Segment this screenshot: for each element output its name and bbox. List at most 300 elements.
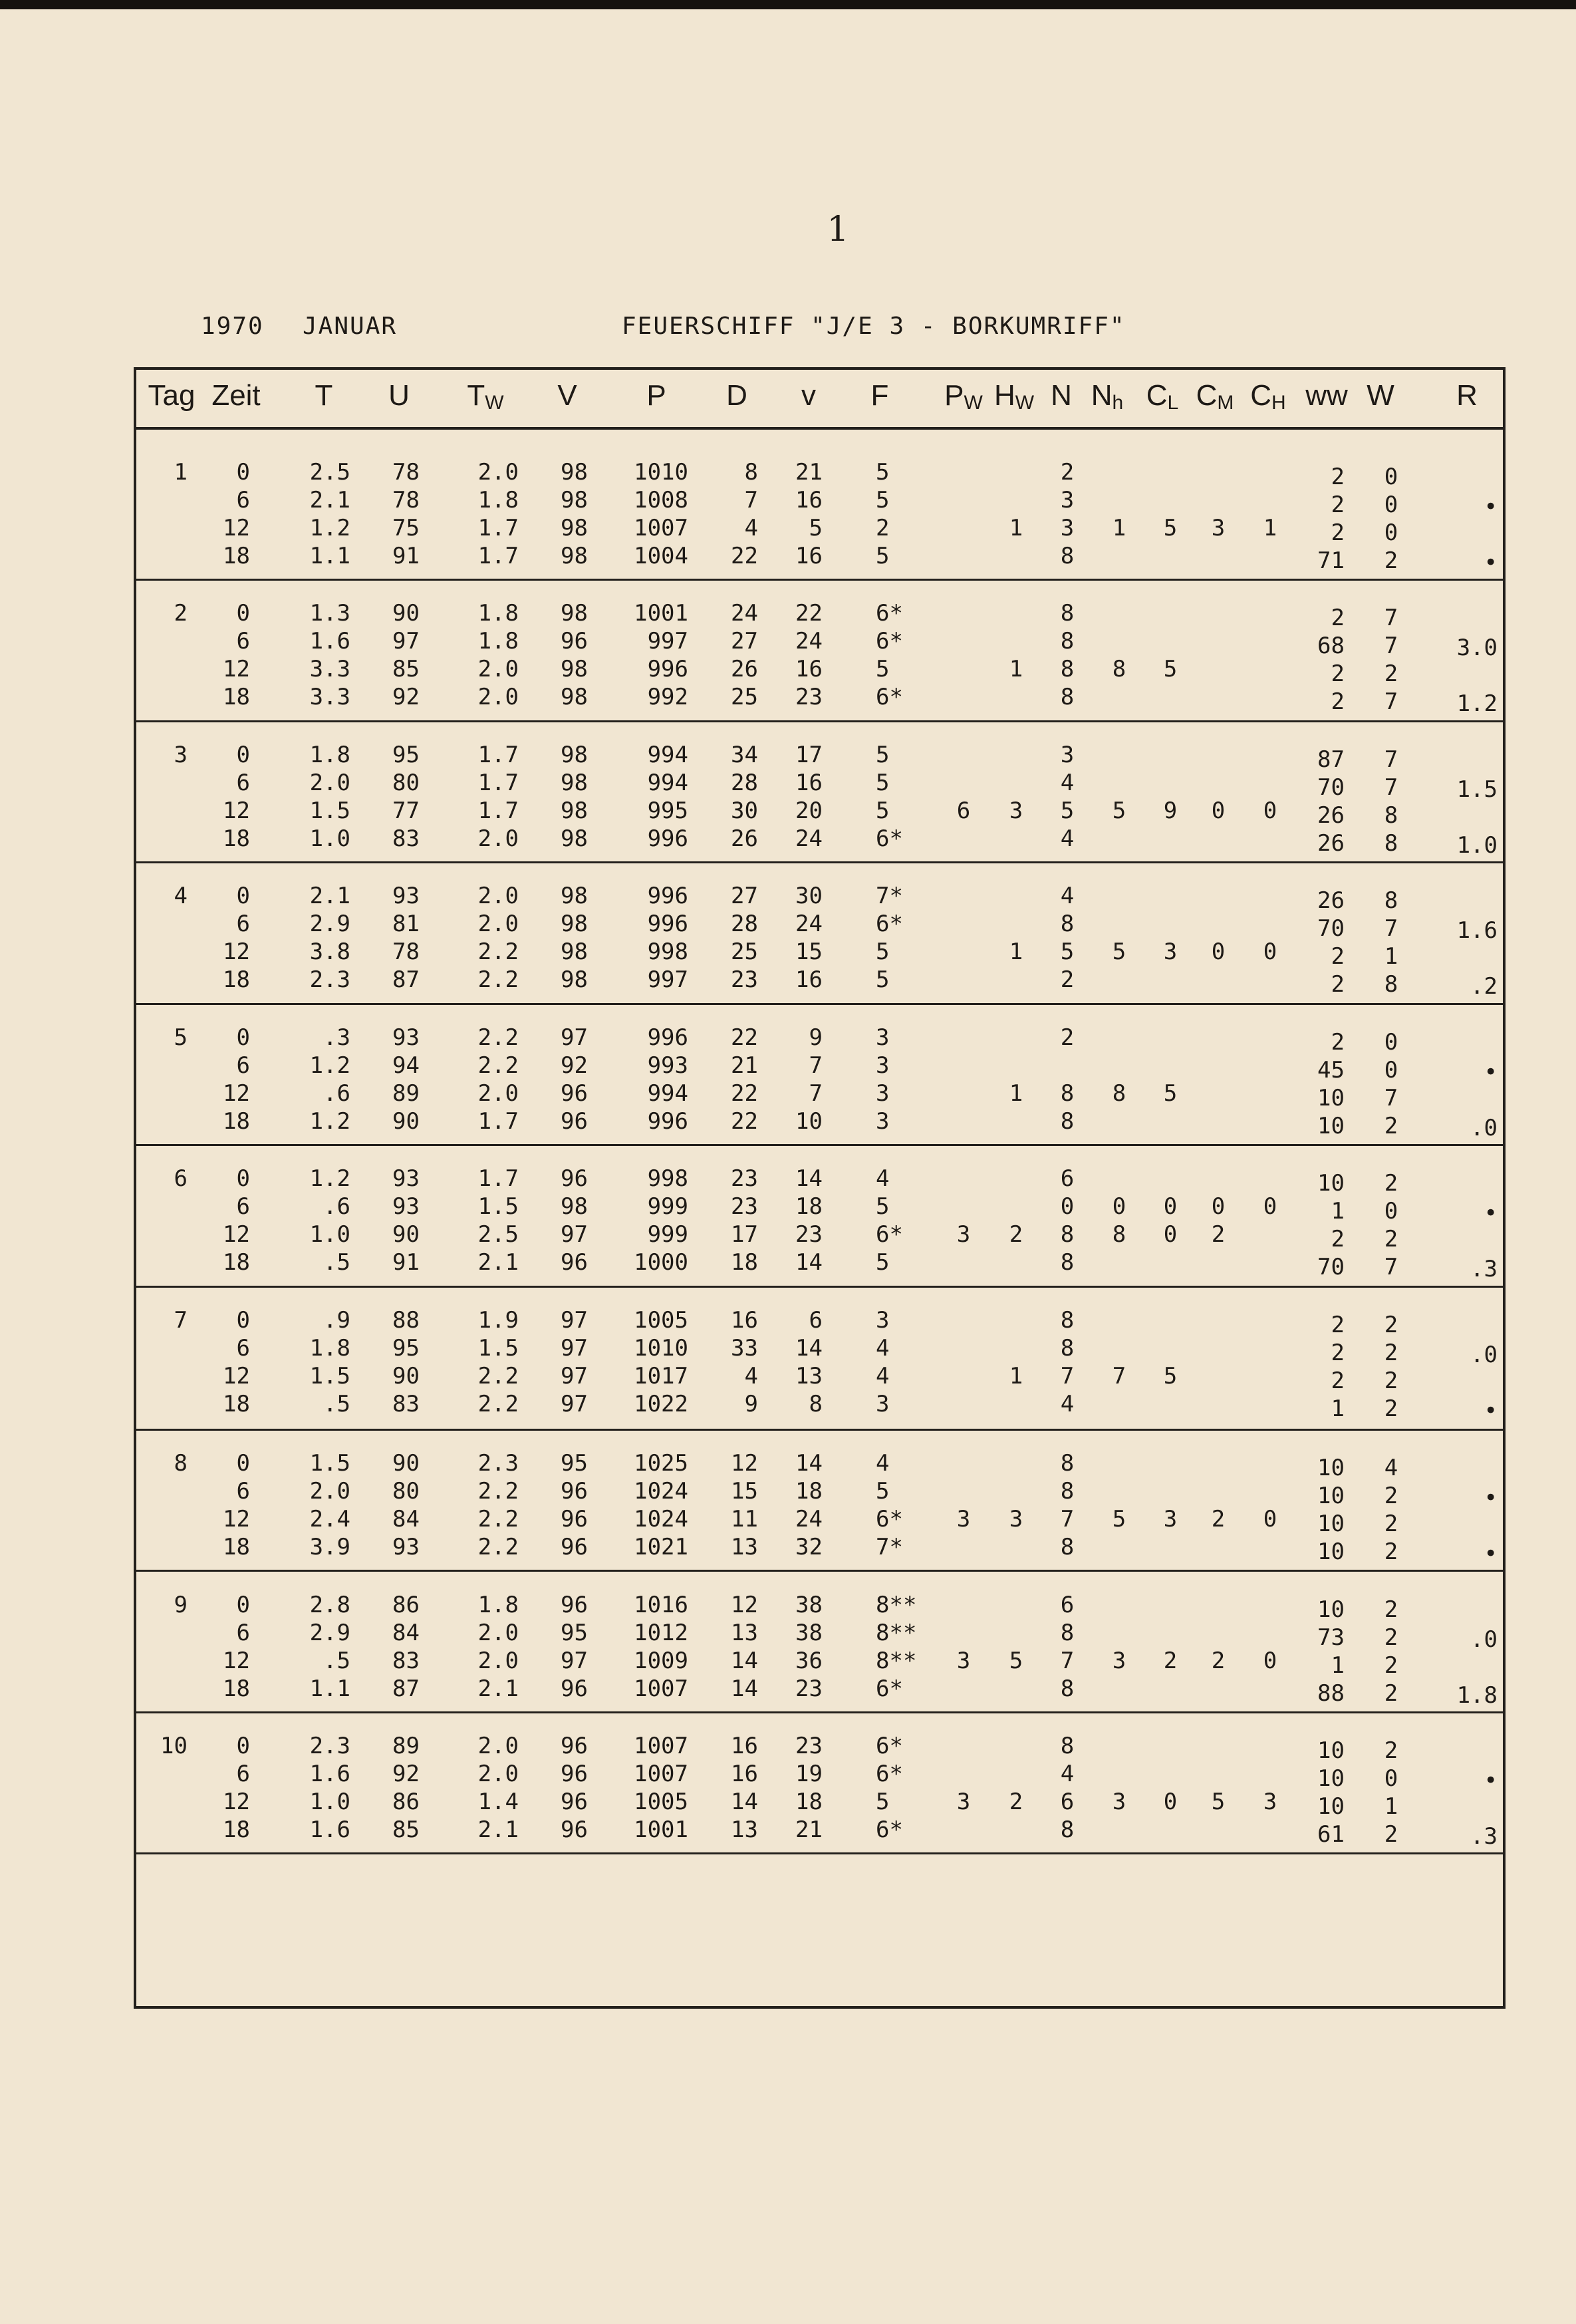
cell-v: 14 (795, 1335, 823, 1362)
cell-ww: 2 (1331, 1029, 1345, 1056)
cell-r: .3 (1470, 1823, 1498, 1850)
cell-v: 32 (795, 1534, 823, 1560)
cell-ch: 1 (1263, 515, 1277, 541)
cell-f: 7* (876, 883, 903, 909)
cell-u: 78 (392, 459, 420, 486)
cell-v: 38 (795, 1592, 823, 1618)
cell-p: 1001 (634, 600, 688, 627)
cell-tw: 1.7 (477, 742, 519, 768)
cell-hw: 3 (1009, 1506, 1023, 1532)
col-header-pw: $P_W$ (944, 379, 983, 414)
cell-n: 8 (1060, 1675, 1075, 1702)
cell-f: 6* (876, 1816, 903, 1843)
cell-d: 13 (731, 1620, 758, 1646)
cell-w: 2 (1384, 660, 1398, 687)
cell-p: 1024 (634, 1506, 688, 1532)
cell-r: .2 (1470, 973, 1498, 1000)
cell-ww: 1 (1331, 1652, 1345, 1679)
day-separator (136, 861, 1503, 863)
cell-t: 1.0 (309, 1789, 350, 1815)
cell-d: 34 (731, 742, 758, 768)
cell-p: 1012 (634, 1620, 688, 1646)
cell-t: 2.5 (309, 459, 350, 486)
cell-t: .3 (323, 1024, 350, 1051)
cell-t: 2.1 (309, 487, 350, 513)
cell-u: 90 (392, 1108, 420, 1135)
cell-u: 85 (392, 656, 420, 682)
cell-t: 1.1 (309, 543, 350, 569)
cell-v: 98 (561, 543, 588, 569)
cell-pw: 3 (956, 1648, 971, 1674)
cell-ww: 2 (1331, 1368, 1345, 1394)
cell-t: 3.9 (309, 1534, 350, 1560)
cell-u: 93 (392, 883, 420, 909)
cell-w: 0 (1384, 464, 1398, 490)
cell-f: 8** (876, 1648, 917, 1674)
cell-zeit: 18 (223, 1391, 250, 1417)
cell-n: 4 (1060, 1391, 1075, 1417)
cell-n: 6 (1060, 1789, 1075, 1815)
cell-u: 89 (392, 1733, 420, 1759)
cell-u: 90 (392, 1363, 420, 1389)
cell-hw: 1 (1009, 656, 1023, 682)
cell-tw: 1.8 (477, 628, 519, 654)
cell-t: 1.1 (309, 1675, 350, 1702)
cell-t: 1.0 (309, 1221, 350, 1248)
cell-d: 23 (731, 1193, 758, 1220)
cell-tag: 8 (174, 1450, 188, 1477)
header-station: FEUERSCHIFF "J/E 3 - BORKUMRIFF" (622, 313, 1126, 340)
cell-zeit: 6 (236, 1052, 250, 1079)
cell-w: 7 (1384, 746, 1398, 773)
cell-w: 7 (1384, 1254, 1398, 1280)
cell-u: 94 (392, 1052, 420, 1079)
cell-n: 8 (1060, 1080, 1075, 1107)
col-header-t: T (315, 379, 333, 412)
cell-w: 2 (1384, 1483, 1398, 1509)
cell-d: 25 (731, 684, 758, 710)
cell-zeit: 12 (223, 656, 250, 682)
cell-p: 996 (647, 911, 688, 937)
day-separator (136, 1286, 1503, 1288)
cell-v: 24 (795, 628, 823, 654)
cell-f: 5 (876, 770, 890, 796)
cell-zeit: 18 (223, 1675, 250, 1702)
cell-zeit: 18 (223, 543, 250, 569)
cell-v: 22 (795, 600, 823, 627)
cell-w: 7 (1384, 1085, 1398, 1111)
cell-f: 6* (876, 684, 903, 710)
cell-w: 2 (1384, 1624, 1398, 1651)
day-separator (136, 1852, 1503, 1854)
cell-ww: 88 (1317, 1680, 1345, 1707)
cell-u: 93 (392, 1193, 420, 1220)
cell-n: 8 (1060, 1534, 1075, 1560)
cell-w: 2 (1384, 1511, 1398, 1537)
cell-ww: 2 (1331, 971, 1345, 998)
cell-v: 95 (561, 1450, 588, 1477)
cell-u: 77 (392, 798, 420, 824)
cell-v: 23 (795, 1733, 823, 1759)
cell-r: • (1484, 1485, 1498, 1511)
cell-hw: 1 (1009, 1363, 1023, 1389)
cell-n: 8 (1060, 1108, 1075, 1135)
cell-u: 83 (392, 1648, 420, 1674)
cell-p: 1007 (634, 1733, 688, 1759)
cell-tw: 2.2 (477, 1534, 519, 1560)
cell-ww: 68 (1317, 633, 1345, 659)
cell-cl: 5 (1163, 1363, 1178, 1389)
cell-hw: 1 (1009, 515, 1023, 541)
cell-v: 96 (561, 1249, 588, 1276)
cell-p: 995 (647, 798, 688, 824)
cell-n: 7 (1060, 1363, 1075, 1389)
cell-r: .0 (1470, 1115, 1498, 1141)
cell-cm: 3 (1211, 515, 1226, 541)
col-header-f: F (870, 379, 889, 412)
cell-pw: 6 (956, 798, 971, 824)
cell-t: .9 (323, 1307, 350, 1334)
cell-n: 8 (1060, 1733, 1075, 1759)
cell-zeit: 6 (236, 1193, 250, 1220)
cell-tag: 3 (174, 742, 188, 768)
cell-d: 27 (731, 628, 758, 654)
cell-u: 93 (392, 1165, 420, 1192)
cell-n: 4 (1060, 1761, 1075, 1787)
cell-p: 997 (647, 966, 688, 993)
cell-v: 23 (795, 1221, 823, 1248)
cell-u: 87 (392, 1675, 420, 1702)
cell-t: 1.3 (309, 600, 350, 627)
cell-zeit: 18 (223, 684, 250, 710)
cell-ww: 2 (1331, 943, 1345, 970)
cell-f: 6* (876, 1506, 903, 1532)
cell-tag: 7 (174, 1307, 188, 1334)
cell-cl: 5 (1163, 1080, 1178, 1107)
cell-tw: 2.2 (477, 1052, 519, 1079)
cell-u: 85 (392, 1816, 420, 1843)
cell-d: 14 (731, 1789, 758, 1815)
header-rule (136, 427, 1503, 430)
cell-nh: 8 (1112, 656, 1126, 682)
cell-v: 96 (561, 1675, 588, 1702)
cell-tw: 2.0 (477, 1080, 519, 1107)
cell-v: 13 (795, 1363, 823, 1389)
cell-v: 98 (561, 911, 588, 937)
cell-v: 18 (795, 1193, 823, 1220)
day-separator (136, 1711, 1503, 1713)
cell-v: 16 (795, 656, 823, 682)
cell-f: 5 (876, 742, 890, 768)
cell-tw: 1.8 (477, 487, 519, 513)
cell-tw: 1.4 (477, 1789, 519, 1815)
cell-zeit: 6 (236, 487, 250, 513)
cell-v: 14 (795, 1249, 823, 1276)
cell-nh: 5 (1112, 939, 1126, 965)
cell-d: 12 (731, 1450, 758, 1477)
cell-v: 96 (561, 1080, 588, 1107)
cell-v: 98 (561, 656, 588, 682)
cell-zeit: 6 (236, 1761, 250, 1787)
cell-t: 3.3 (309, 656, 350, 682)
cell-zeit: 0 (236, 1307, 250, 1334)
cell-cl: 2 (1163, 1648, 1178, 1674)
cell-d: 22 (731, 1108, 758, 1135)
cell-v: 14 (795, 1450, 823, 1477)
cell-tw: 1.5 (477, 1335, 519, 1362)
cell-n: 7 (1060, 1648, 1075, 1674)
cell-tw: 1.7 (477, 1165, 519, 1192)
cell-w: 8 (1384, 887, 1398, 914)
cell-zeit: 0 (236, 1733, 250, 1759)
cell-ww: 1 (1331, 1395, 1345, 1422)
cell-n: 6 (1060, 1592, 1075, 1618)
cell-zeit: 12 (223, 1789, 250, 1815)
cell-t: 2.4 (309, 1506, 350, 1532)
cell-hw: 2 (1009, 1789, 1023, 1815)
cell-w: 8 (1384, 830, 1398, 857)
col-header-u: U (388, 379, 410, 412)
cell-u: 95 (392, 742, 420, 768)
cell-nh: 8 (1112, 1221, 1126, 1248)
col-header-zeit: Zeit (211, 379, 261, 412)
cell-d: 30 (731, 798, 758, 824)
cell-v: 38 (795, 1620, 823, 1646)
cell-v: 24 (795, 911, 823, 937)
cell-n: 2 (1060, 1024, 1075, 1051)
cell-tw: 2.1 (477, 1675, 519, 1702)
cell-t: .6 (323, 1193, 350, 1220)
cell-f: 5 (876, 1193, 890, 1220)
cell-v: 7 (809, 1080, 823, 1107)
cell-ch: 0 (1263, 939, 1277, 965)
cell-zeit: 6 (236, 1335, 250, 1362)
cell-n: 8 (1060, 543, 1075, 569)
cell-p: 999 (647, 1221, 688, 1248)
cell-u: 75 (392, 515, 420, 541)
col-header-v: v (801, 379, 816, 412)
cell-v: 98 (561, 1193, 588, 1220)
cell-t: 2.9 (309, 1620, 350, 1646)
cell-r: • (1484, 494, 1498, 520)
cell-t: 2.0 (309, 1478, 350, 1505)
cell-w: 4 (1384, 1455, 1398, 1481)
cell-cl: 5 (1163, 515, 1178, 541)
cell-u: 88 (392, 1307, 420, 1334)
cell-v: 21 (795, 459, 823, 486)
cell-d: 28 (731, 770, 758, 796)
cell-zeit: 18 (223, 1816, 250, 1843)
cell-d: 27 (731, 883, 758, 909)
cell-d: 11 (731, 1506, 758, 1532)
col-header-cl: $C_L$ (1146, 379, 1179, 414)
cell-ww: 2 (1331, 1340, 1345, 1366)
cell-pw: 3 (956, 1789, 971, 1815)
cell-ww: 10 (1317, 1793, 1345, 1820)
cell-p: 999 (647, 1193, 688, 1220)
cell-ww: 1 (1331, 1198, 1345, 1225)
cell-v: 6 (809, 1307, 823, 1334)
cell-v: 98 (561, 798, 588, 824)
cell-w: 0 (1384, 1057, 1398, 1084)
cell-w: 8 (1384, 802, 1398, 829)
cell-v: 97 (561, 1024, 588, 1051)
cell-t: 2.8 (309, 1592, 350, 1618)
cell-v: 98 (561, 883, 588, 909)
cell-tw: 1.5 (477, 1193, 519, 1220)
cell-ww: 70 (1317, 774, 1345, 801)
day-separator (136, 720, 1503, 722)
cell-tw: 1.7 (477, 515, 519, 541)
cell-d: 21 (731, 1052, 758, 1079)
cell-p: 994 (647, 742, 688, 768)
cell-u: 90 (392, 1221, 420, 1248)
cell-f: 5 (876, 939, 890, 965)
cell-ww: 10 (1317, 1538, 1345, 1565)
cell-n: 8 (1060, 1478, 1075, 1505)
cell-u: 78 (392, 939, 420, 965)
cell-pw: 3 (956, 1506, 971, 1532)
cell-tw: 1.7 (477, 770, 519, 796)
cell-w: 2 (1384, 1170, 1398, 1197)
cell-f: 6* (876, 911, 903, 937)
cell-d: 4 (744, 1363, 758, 1389)
cell-ww: 26 (1317, 802, 1345, 829)
cell-t: 1.8 (309, 742, 350, 768)
cell-d: 24 (731, 600, 758, 627)
cell-d: 18 (731, 1249, 758, 1276)
cell-tag: 1 (174, 459, 188, 486)
cell-f: 4 (876, 1335, 890, 1362)
cell-zeit: 0 (236, 883, 250, 909)
cell-p: 1008 (634, 487, 688, 513)
cell-f: 4 (876, 1165, 890, 1192)
cell-w: 2 (1384, 1312, 1398, 1338)
cell-d: 15 (731, 1478, 758, 1505)
cell-ww: 26 (1317, 830, 1345, 857)
page-number: 1 (827, 210, 849, 249)
cell-tw: 2.0 (477, 684, 519, 710)
cell-r: • (1484, 1059, 1498, 1086)
cell-w: 2 (1384, 547, 1398, 574)
cell-ww: 45 (1317, 1057, 1345, 1084)
cell-p: 1024 (634, 1478, 688, 1505)
cell-nh: 7 (1112, 1363, 1126, 1389)
day-separator (136, 1003, 1503, 1005)
cell-v: 18 (795, 1789, 823, 1815)
cell-v: 20 (795, 798, 823, 824)
cell-nh: 8 (1112, 1080, 1126, 1107)
cell-f: 8** (876, 1620, 917, 1646)
cell-v: 96 (561, 1789, 588, 1815)
cell-d: 26 (731, 656, 758, 682)
cell-d: 4 (744, 515, 758, 541)
cell-n: 8 (1060, 1816, 1075, 1843)
cell-tw: 2.0 (477, 911, 519, 937)
cell-w: 2 (1384, 1652, 1398, 1679)
cell-f: 5 (876, 1789, 890, 1815)
cell-tag: 4 (174, 883, 188, 909)
cell-f: 3 (876, 1024, 890, 1051)
cell-v: 18 (795, 1478, 823, 1505)
col-header-nh: $N_h$ (1091, 379, 1124, 414)
cell-tw: 2.2 (477, 939, 519, 965)
cell-ww: 2 (1331, 464, 1345, 490)
cell-d: 16 (731, 1761, 758, 1787)
cell-w: 2 (1384, 1395, 1398, 1422)
cell-n: 8 (1060, 911, 1075, 937)
cell-t: 3.8 (309, 939, 350, 965)
cell-ww: 10 (1317, 1085, 1345, 1111)
cell-p: 1025 (634, 1450, 688, 1477)
cell-f: 8** (876, 1592, 917, 1618)
cell-cm: 0 (1211, 1193, 1226, 1220)
day-separator (136, 1570, 1503, 1572)
cell-tag: 5 (174, 1024, 188, 1051)
cell-ww: 10 (1317, 1765, 1345, 1792)
cell-v: 98 (561, 770, 588, 796)
cell-zeit: 18 (223, 1249, 250, 1276)
cell-u: 80 (392, 770, 420, 796)
cell-ww: 10 (1317, 1455, 1345, 1481)
cell-cm: 2 (1211, 1648, 1226, 1674)
cell-v: 23 (795, 1675, 823, 1702)
cell-ww: 2 (1331, 1226, 1345, 1252)
cell-ch: 0 (1263, 1506, 1277, 1532)
cell-tag: 9 (174, 1592, 188, 1618)
cell-t: 3.3 (309, 684, 350, 710)
cell-t: 1.6 (309, 628, 350, 654)
cell-w: 1 (1384, 943, 1398, 970)
cell-cm: 5 (1211, 1789, 1226, 1815)
cell-zeit: 0 (236, 1165, 250, 1192)
cell-u: 89 (392, 1080, 420, 1107)
cell-v: 97 (561, 1391, 588, 1417)
cell-zeit: 12 (223, 515, 250, 541)
cell-cm: 2 (1211, 1221, 1226, 1248)
cell-w: 2 (1384, 1680, 1398, 1707)
cell-u: 81 (392, 911, 420, 937)
cell-tw: 1.7 (477, 798, 519, 824)
cell-u: 80 (392, 1478, 420, 1505)
cell-zeit: 0 (236, 459, 250, 486)
cell-p: 1021 (634, 1534, 688, 1560)
cell-w: 7 (1384, 633, 1398, 659)
cell-p: 996 (647, 1024, 688, 1051)
cell-w: 7 (1384, 688, 1398, 715)
cell-w: 0 (1384, 1198, 1398, 1225)
cell-u: 97 (392, 628, 420, 654)
cell-n: 4 (1060, 770, 1075, 796)
cell-t: 1.6 (309, 1816, 350, 1843)
cell-tw: 1.8 (477, 1592, 519, 1618)
cell-f: 5 (876, 656, 890, 682)
cell-ww: 10 (1317, 1511, 1345, 1537)
cell-p: 1001 (634, 1816, 688, 1843)
cell-r: 1.0 (1456, 832, 1498, 859)
cell-u: 84 (392, 1506, 420, 1532)
cell-v: 19 (795, 1761, 823, 1787)
col-header-n: N (1051, 379, 1072, 412)
cell-p: 996 (647, 656, 688, 682)
cell-cm: 0 (1211, 798, 1226, 824)
cell-tw: 2.0 (477, 1648, 519, 1674)
cell-u: 86 (392, 1789, 420, 1815)
cell-v: 96 (561, 1506, 588, 1532)
cell-cl: 0 (1163, 1193, 1178, 1220)
cell-tw: 2.0 (477, 883, 519, 909)
cell-v: 5 (809, 515, 823, 541)
